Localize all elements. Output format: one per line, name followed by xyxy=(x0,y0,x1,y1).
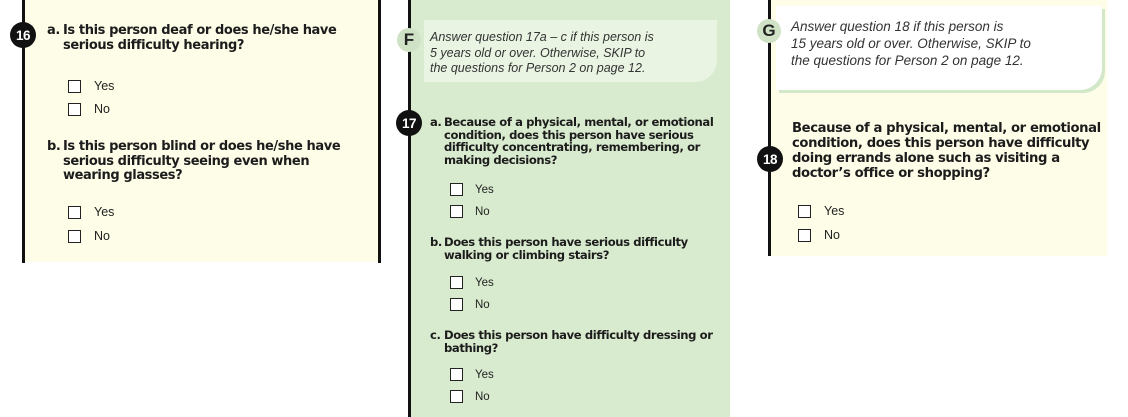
q17c-no-checkbox[interactable] xyxy=(450,390,463,403)
q17c-yes-checkbox[interactable] xyxy=(450,368,463,381)
q16-number: 16 xyxy=(10,22,36,48)
q17c-text: Does this person have difficulty dressing or bathing? xyxy=(444,328,713,355)
q17c-part-label: c. xyxy=(430,328,441,342)
q16-right-rule xyxy=(378,0,381,263)
q18-no-label: No xyxy=(824,228,840,242)
instruction-f-line2: 5 years old or over. Otherwise, SKIP to xyxy=(430,45,646,60)
q18-yes-label: Yes xyxy=(824,204,845,218)
q17b-no-label: No xyxy=(475,298,490,311)
q17b-option-no[interactable] xyxy=(450,298,490,311)
q17a-option-no[interactable] xyxy=(450,205,490,218)
q16a-no-label: No xyxy=(94,102,110,116)
q16b-no-checkbox[interactable] xyxy=(68,230,81,243)
q17c-yes-label: Yes xyxy=(475,368,494,381)
q17a-part-label: a. xyxy=(430,115,442,129)
q16b-yes-label: Yes xyxy=(94,205,115,219)
q16a-part-label: a. xyxy=(47,23,60,38)
q17a-no-checkbox[interactable] xyxy=(450,205,463,218)
q17b-question xyxy=(430,236,720,261)
instruction-g-line3: the questions for Person 2 on page 12. xyxy=(791,53,1024,68)
q18-question xyxy=(792,121,1112,181)
q16b-part-label: b. xyxy=(47,139,61,154)
q17c-question xyxy=(430,329,722,354)
q17b-no-checkbox[interactable] xyxy=(450,298,463,311)
instruction-f-text xyxy=(430,30,715,77)
q18-yes-checkbox[interactable] xyxy=(798,205,811,218)
instruction-g-line1: Answer question 18 if this person is xyxy=(791,19,1004,34)
q17c-no-label: No xyxy=(475,390,490,403)
q16a-question xyxy=(47,24,347,53)
q16a-yes-checkbox[interactable] xyxy=(68,80,81,93)
q17-number: 17 xyxy=(396,110,422,136)
q17b-option-yes[interactable] xyxy=(450,276,494,289)
instruction-g-line2: 15 years old or over. Otherwise, SKIP to xyxy=(791,36,1031,51)
q17a-yes-checkbox[interactable] xyxy=(450,183,463,196)
q18-text: Because of a physical, mental, or emotional condition, does this person have difficulty doing errands alone such as visiting a doctor’s office or shopping? xyxy=(792,121,1101,181)
q17a-option-yes[interactable] xyxy=(450,183,494,196)
q16b-option-yes[interactable] xyxy=(68,205,114,219)
q18-option-no[interactable] xyxy=(798,228,840,242)
q16b-text: Is this person blind or does he/she have serious difficulty seeing even when wearing glasses? xyxy=(63,139,341,183)
q17-left-rule xyxy=(408,0,411,417)
q17c-option-no[interactable] xyxy=(450,390,490,403)
q17b-text: Does this person have serious difficulty walking or climbing stairs? xyxy=(444,235,688,262)
q17a-question xyxy=(430,116,725,166)
q16b-option-no[interactable] xyxy=(68,229,110,243)
q18-number: 18 xyxy=(757,146,783,172)
q16a-option-no[interactable] xyxy=(68,102,110,116)
q17b-yes-label: Yes xyxy=(475,276,494,289)
q16a-no-checkbox[interactable] xyxy=(68,103,81,116)
q16b-yes-checkbox[interactable] xyxy=(68,206,81,219)
q16a-option-yes[interactable] xyxy=(68,79,114,93)
q17a-text: Because of a physical, mental, or emotional condition, does this person have serious difficulty concentrating, remembering, or making decisions? xyxy=(444,115,714,167)
q16b-no-label: No xyxy=(94,229,110,243)
q17b-yes-checkbox[interactable] xyxy=(450,276,463,289)
q18-option-yes[interactable] xyxy=(798,204,844,218)
instruction-f-line3: the questions for Person 2 on page 12. xyxy=(430,61,646,75)
instruction-f-line1: Answer question 17a – c if this person is xyxy=(430,30,654,44)
q17a-no-label: No xyxy=(475,205,490,218)
instruction-f-letter: F xyxy=(397,28,421,52)
q17a-yes-label: Yes xyxy=(475,183,494,196)
q17c-option-yes[interactable] xyxy=(450,368,494,381)
q16a-yes-label: Yes xyxy=(94,79,115,93)
instruction-g-letter: G xyxy=(757,19,781,43)
q16a-text: Is this person deaf or does he/she have serious difficulty hearing? xyxy=(63,23,337,53)
q16b-question xyxy=(47,140,352,184)
q17b-part-label: b. xyxy=(430,235,442,249)
instruction-g-text xyxy=(791,18,1091,69)
q18-no-checkbox[interactable] xyxy=(798,229,811,242)
